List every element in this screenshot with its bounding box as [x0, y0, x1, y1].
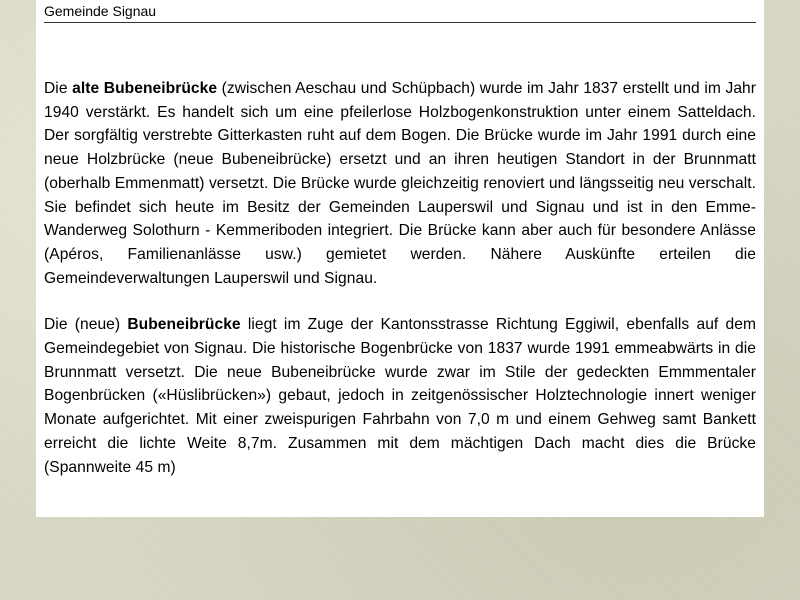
- page-header: [44, 0, 756, 23]
- document-page: [36, 0, 764, 517]
- paragraph1-text: (zwischen Aeschau und Schüpbach) wurde im Jahr 1837 erstellt und im Jahr 1940 verstärkt. Es handelt sich um eine pfeilerlose Holzbogenkonstruktion unter einem Satteldach. Der sorgfältig verstrebte Gitterkasten ruht auf dem Bogen. Die Brücke wurde im Jahr 1991 durch eine neue Holzbrücke (neue Bubeneibrücke) ersetzt und an ihren heutigen Standort in der Brunnmatt (oberhalb Emmenmatt) versetzt. Die Brücke wurde gleichzeitig renoviert und längsseitig neu verschalt. Sie befindet sich heute im Besitz der Gemeinden Lauperswil und Signau und ist in den Emme-Wanderweg Solothurn - Kemmeriboden integriert. Die Brücke kann aber auch für besondere Anlässe (Apéros, Familienanlässe usw.) gemietet werden. Nähere Auskünfte erteilen die Gemeindeverwaltungen Lauperswil und Signau.: [44, 80, 757, 287]
- paragraph-alte-bubeneibruecke: [44, 77, 756, 290]
- paragraph2-text: liegt im Zuge der Kantonsstrasse Richtung Eggiwil, ebenfalls auf dem Gemeindegebiet von Signau. Die historische Bogenbrücke von 1837 wurde 1991 emmeabwärts in die Brunnmatt versetzt. Die neue Bubeneibrücke wurde zwar im Stile der gedeckten Emmmentaler Bogenbrücken («Hüslibrücken») gebaut, jedoch in zeitgenössischer Holztechnologie innert weniger Monate aufgerichtet. Mit einer zweispurigen Fahrbahn von 7,0 m und einem Gehweg samt Bankett erreicht die lichte Weite 8,7m. Zusammen mit dem mächtigen Dach macht dies die Brücke (Spannweite 45 m): [44, 316, 756, 476]
- paragraph1-intro: Die: [44, 80, 73, 97]
- paragraph-neue-bubeneibruecke: [44, 313, 756, 479]
- header-title: Gemeinde Signau: [44, 3, 157, 19]
- paragraph2-bold-term: Bubeneibrücke: [127, 316, 241, 334]
- paragraph2-intro: Die (neue): [44, 316, 128, 334]
- paragraph1-bold-term: alte Bubeneibrücke: [72, 80, 218, 97]
